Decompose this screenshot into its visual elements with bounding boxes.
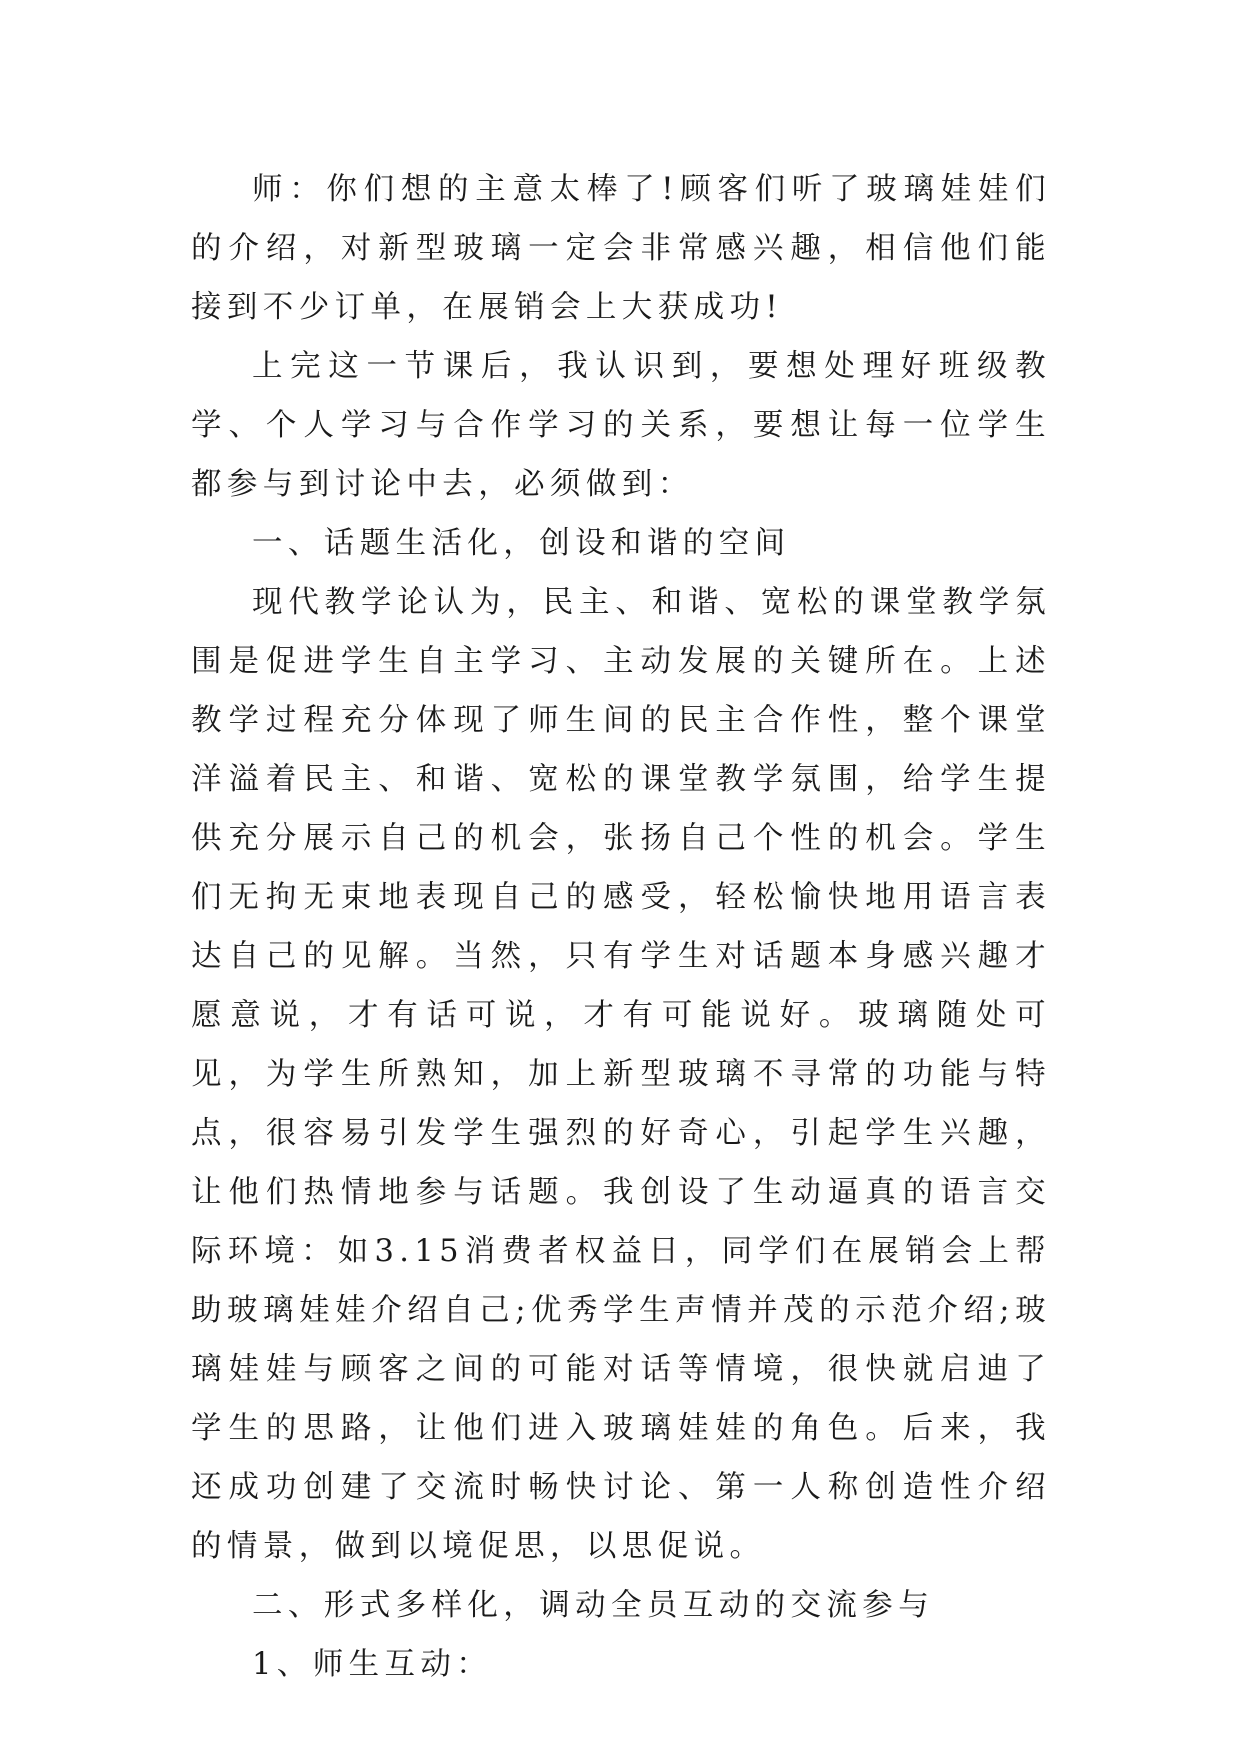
paragraph-reflection-intro: 上完这一节课后，我认识到，要想处理好班级教学、个人学习与合作学习的关系，要想让每一位学生都参与到讨论中去，必须做到：	[191, 349, 1051, 502]
subsection-heading-1: 1、师生互动：	[252, 1647, 493, 1682]
document-body	[191, 160, 1051, 1694]
section-heading-2: 二、形式多样化，调动全员互动的交流参与	[252, 1588, 935, 1623]
section-heading-1: 一、话题生活化，创设和谐的空间	[252, 526, 791, 561]
paragraph-teacher-dialogue: 师：你们想的主意太棒了!顾客们听了玻璃娃娃们的介绍，对新型玻璃一定会非常感兴趣，相信他们能接到不少订单，在展销会上大获成功!	[191, 172, 1051, 325]
paragraph-section-1-body: 现代教学论认为，民主、和谐、宽松的课堂教学氛围是促进学生自主学习、主动发展的关键所在。上述教学过程充分体现了师生间的民主合作性，整个课堂洋溢着民主、和谐、宽松的课堂教学氛围，给学生提供充分展示自己的机会，张扬自己个性的机会。学生们无拘无束地表现自己的感受，轻松愉快地用语言表达自己的见解。当然，只有学生对话题本身感兴趣才愿意说，才有话可说，才有可能说好。玻璃随处可见，为学生所熟知，加上新型玻璃不寻常的功能与特点，很容易引发学生强烈的好奇心，引起学生兴趣，让他们热情地参与话题。我创设了生动逼真的语言交际环境：如3.15消费者权益日，同学们在展销会上帮助玻璃娃娃介绍自己;优秀学生声情并茂的示范介绍;玻璃娃娃与顾客之间的可能对话等情境，很快就启迪了学生的思路，让他们进入玻璃娃娃的角色。后来，我还成功创建了交流时畅快讨论、第一人称创造性介绍的情景，做到以境促思，以思促说。	[191, 585, 1051, 1564]
